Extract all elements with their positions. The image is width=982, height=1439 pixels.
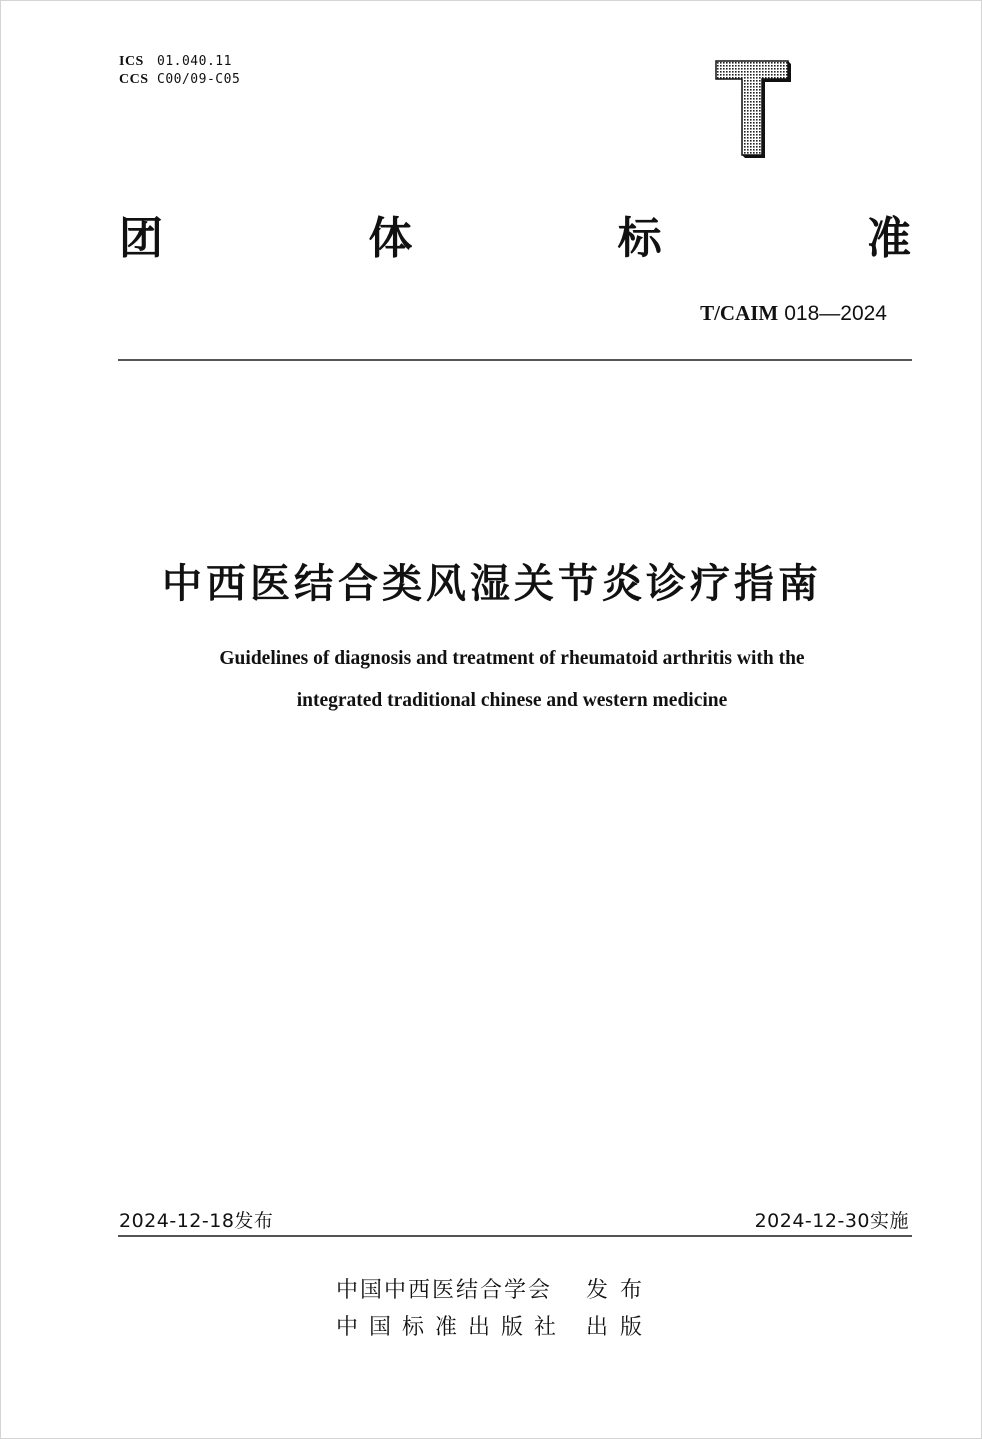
ics-code-line xyxy=(119,53,240,71)
publisher-action: 发布 xyxy=(586,1278,655,1303)
standard-type-char: 标 xyxy=(617,213,662,264)
bottom-divider xyxy=(118,1235,912,1237)
standard-type-heading xyxy=(119,211,911,267)
publisher-name: 中国中西医结合学会 xyxy=(336,1278,553,1303)
standard-number-suffix: 018—2024 xyxy=(784,302,887,325)
implementation-date: 2024-12-30实施 xyxy=(754,1210,909,1232)
publisher-name: 中国标准出版社 xyxy=(336,1315,568,1340)
standard-number xyxy=(700,301,887,326)
publish-date: 2024-12-18发布 xyxy=(119,1210,274,1232)
standard-number-prefix: T/CAIM xyxy=(700,301,779,325)
publisher-row xyxy=(336,1313,654,1343)
standard-t-logo xyxy=(714,59,792,159)
document-title-english-line-1: Guidelines of diagnosis and treatment of rheumatoid arthritis with the xyxy=(219,648,805,669)
ccs-code-line xyxy=(119,71,240,89)
top-divider xyxy=(118,359,912,361)
ccs-value: C00/09-C05 xyxy=(157,72,241,87)
ics-value: 01.040.11 xyxy=(157,54,232,69)
publisher-row xyxy=(336,1276,654,1306)
standard-type-char: 体 xyxy=(368,213,413,264)
document-title-english-line-2: integrated traditional chinese and western medicine xyxy=(296,690,728,711)
document-title-chinese: 中西医结合类风湿关节炎诊疗指南 xyxy=(162,561,822,607)
publisher-action: 出版 xyxy=(586,1315,655,1340)
standard-type-char: 团 xyxy=(119,213,163,264)
ics-label: ICS xyxy=(119,54,144,69)
ccs-label: CCS xyxy=(119,72,149,87)
standard-type-char: 准 xyxy=(866,213,911,264)
classification-codes xyxy=(119,53,240,89)
